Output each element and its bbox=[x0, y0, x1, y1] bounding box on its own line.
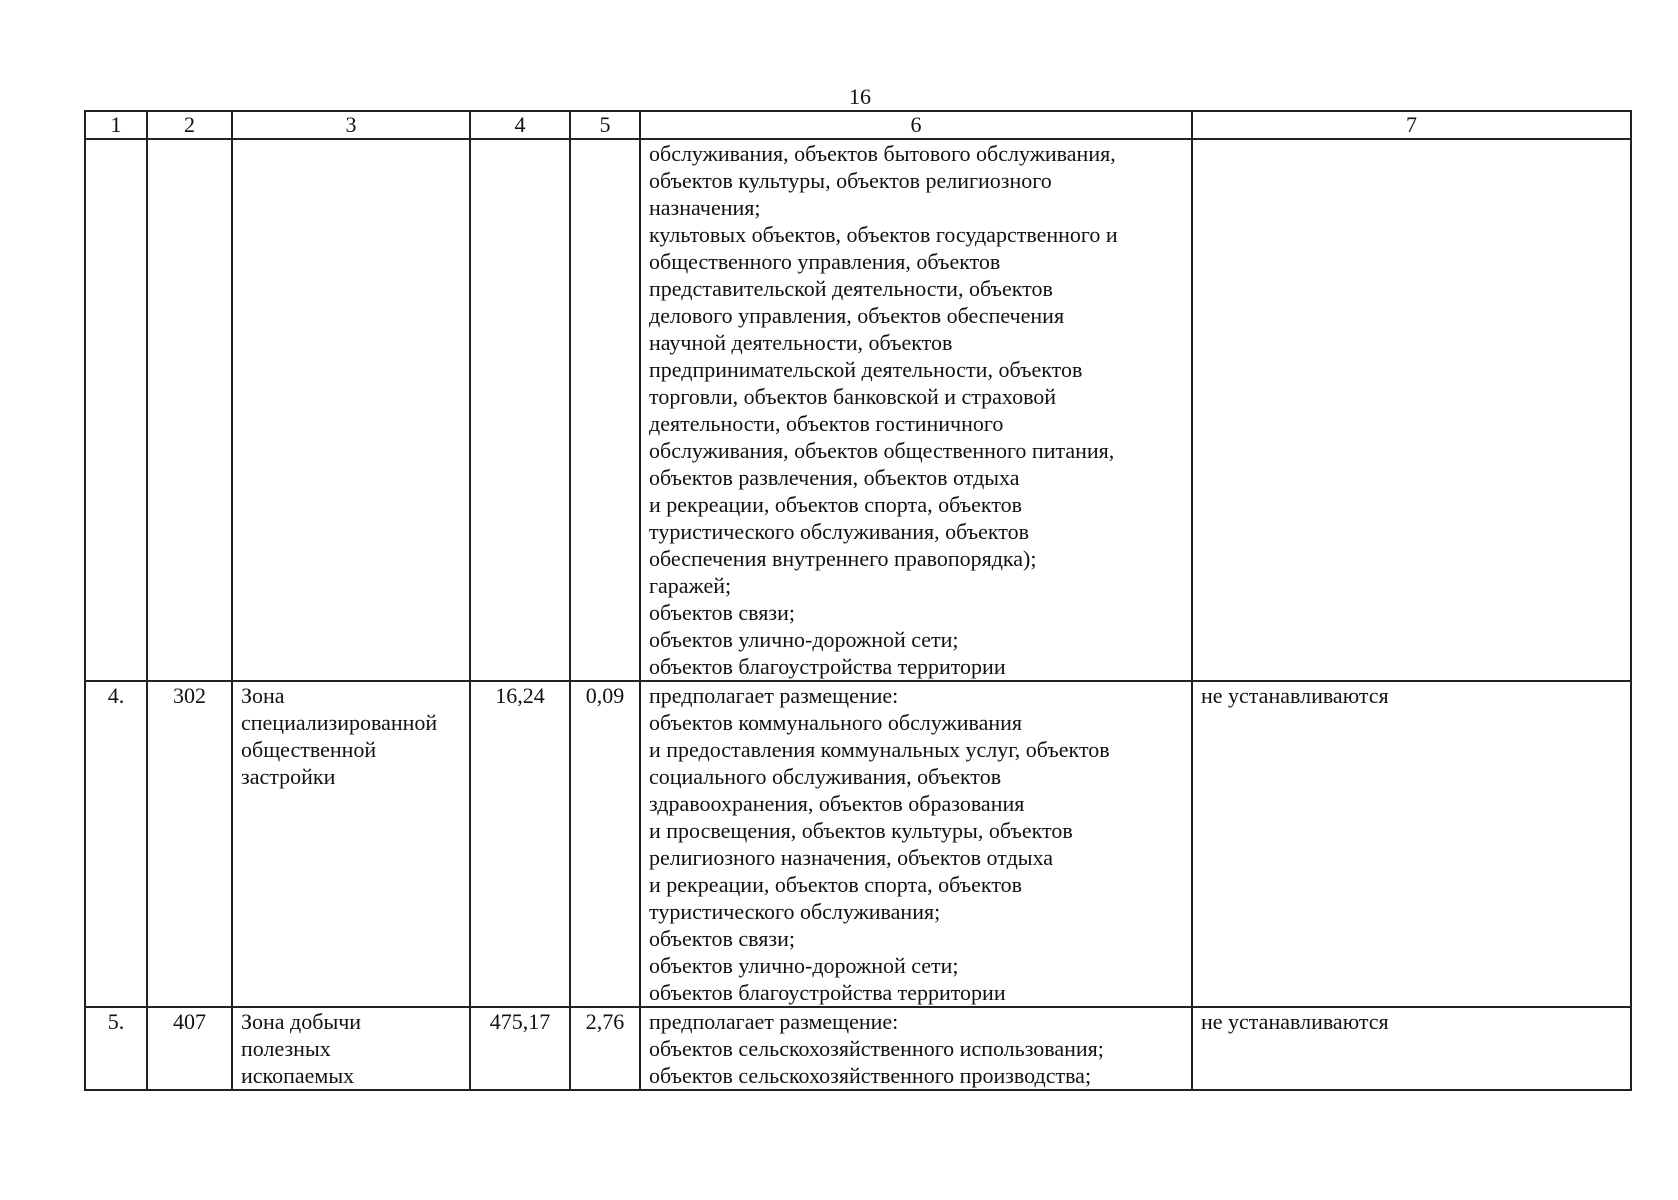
description-cell-line: и предоставления коммунальных услуг, объектов bbox=[649, 737, 1110, 762]
zone-name-cell-line: Зона добычи bbox=[241, 1009, 362, 1034]
description-cell-line: объектов улично-дорожной сети; bbox=[649, 627, 959, 652]
description-cell-line: объектов сельскохозяйственного производства; bbox=[649, 1063, 1092, 1088]
description-cell-line: здравоохранения, объектов образования bbox=[649, 791, 1025, 816]
zone-name-cell-line: общественной bbox=[241, 737, 377, 762]
column-header-1: 1 bbox=[85, 111, 147, 139]
description-cell-line: торговли, объектов банковской и страховой bbox=[649, 384, 1057, 409]
zone-name-cell bbox=[232, 681, 470, 1007]
description-cell-line: общественного управления, объектов bbox=[649, 249, 1001, 274]
zone-name-cell-line: Зона bbox=[241, 683, 285, 708]
description-cell-line: обслуживания, объектов бытового обслуживания, bbox=[649, 141, 1116, 166]
description-cell-line: предпринимательской деятельности, объектов bbox=[649, 357, 1083, 382]
percent-cell bbox=[570, 139, 640, 681]
description-cell-line: объектов благоустройства территории bbox=[649, 654, 1006, 679]
description-cell-line: предполагает размещение: bbox=[649, 683, 899, 708]
zone-name-cell-line: ископаемых bbox=[241, 1063, 355, 1088]
table-row bbox=[85, 139, 1631, 681]
description-cell-line: и рекреации, объектов спорта, объектов bbox=[649, 872, 1023, 897]
description-cell bbox=[640, 139, 1192, 681]
zone-code-cell: 407 bbox=[147, 1007, 232, 1090]
description-cell-line: туристического обслуживания, объектов bbox=[649, 519, 1029, 544]
limits-cell: не устанавливаются bbox=[1192, 1007, 1631, 1090]
description-cell-line: религиозного назначения, объектов отдыха bbox=[649, 845, 1054, 870]
zone-name-cell-line: полезных bbox=[241, 1036, 331, 1061]
column-number-row bbox=[85, 111, 1631, 139]
description-cell-line: объектов развлечения, объектов отдыха bbox=[649, 465, 1020, 490]
description-cell-line: назначения; bbox=[649, 195, 761, 220]
column-header-6: 6 bbox=[640, 111, 1192, 139]
description-cell-line: туристического обслуживания; bbox=[649, 899, 941, 924]
column-header-5: 5 bbox=[570, 111, 640, 139]
description-cell-line: гаражей; bbox=[649, 573, 732, 598]
zone-name-cell-line: застройки bbox=[241, 764, 336, 789]
table-row bbox=[85, 1007, 1631, 1090]
limits-cell: не устанавливаются bbox=[1192, 681, 1631, 1007]
percent-cell: 0,09 bbox=[570, 681, 640, 1007]
zone-code-cell bbox=[147, 139, 232, 681]
row-number-cell bbox=[85, 139, 147, 681]
description-cell-line: культовых объектов, объектов государственного и bbox=[649, 222, 1118, 247]
area-cell: 16,24 bbox=[470, 681, 570, 1007]
description-cell-line: делового управления, объектов обеспечения bbox=[649, 303, 1065, 328]
description-cell-line: объектов благоустройства территории bbox=[649, 980, 1006, 1005]
table-body bbox=[85, 139, 1631, 1090]
area-cell: 475,17 bbox=[470, 1007, 570, 1090]
row-number-cell: 5. bbox=[85, 1007, 147, 1090]
row-number-cell: 4. bbox=[85, 681, 147, 1007]
column-header-3: 3 bbox=[232, 111, 470, 139]
description-cell-line: деятельности, объектов гостиничного bbox=[649, 411, 1004, 436]
description-cell-line: социального обслуживания, объектов bbox=[649, 764, 1002, 789]
table-row bbox=[85, 681, 1631, 1007]
zone-code-cell: 302 bbox=[147, 681, 232, 1007]
zones-table bbox=[84, 110, 1632, 1091]
description-cell-line: и рекреации, объектов спорта, объектов bbox=[649, 492, 1023, 517]
description-cell-line: обеспечения внутреннего правопорядка); bbox=[649, 546, 1037, 571]
description-cell-line: представительской деятельности, объектов bbox=[649, 276, 1053, 301]
description-cell-line: объектов связи; bbox=[649, 926, 795, 951]
limits-cell bbox=[1192, 139, 1631, 681]
description-cell-line: объектов культуры, объектов религиозного bbox=[649, 168, 1052, 193]
page-number: 16 bbox=[849, 84, 871, 109]
description-cell bbox=[640, 1007, 1192, 1090]
description-cell-line: и просвещения, объектов культуры, объектов bbox=[649, 818, 1073, 843]
description-cell-line: объектов связи; bbox=[649, 600, 795, 625]
area-cell bbox=[470, 139, 570, 681]
column-header-2: 2 bbox=[147, 111, 232, 139]
description-cell-line: объектов коммунального обслуживания bbox=[649, 710, 1023, 735]
zone-name-cell-line: специализированной bbox=[241, 710, 438, 735]
description-cell-line: предполагает размещение: bbox=[649, 1009, 899, 1034]
zone-name-cell bbox=[232, 139, 470, 681]
percent-cell: 2,76 bbox=[570, 1007, 640, 1090]
description-cell-line: научной деятельности, объектов bbox=[649, 330, 953, 355]
description-cell bbox=[640, 681, 1192, 1007]
description-cell-line: объектов улично-дорожной сети; bbox=[649, 953, 959, 978]
description-cell-line: обслуживания, объектов общественного питания, bbox=[649, 438, 1115, 463]
column-header-4: 4 bbox=[470, 111, 570, 139]
zone-name-cell bbox=[232, 1007, 470, 1090]
column-header-7: 7 bbox=[1192, 111, 1631, 139]
description-cell-line: объектов сельскохозяйственного использования; bbox=[649, 1036, 1104, 1061]
